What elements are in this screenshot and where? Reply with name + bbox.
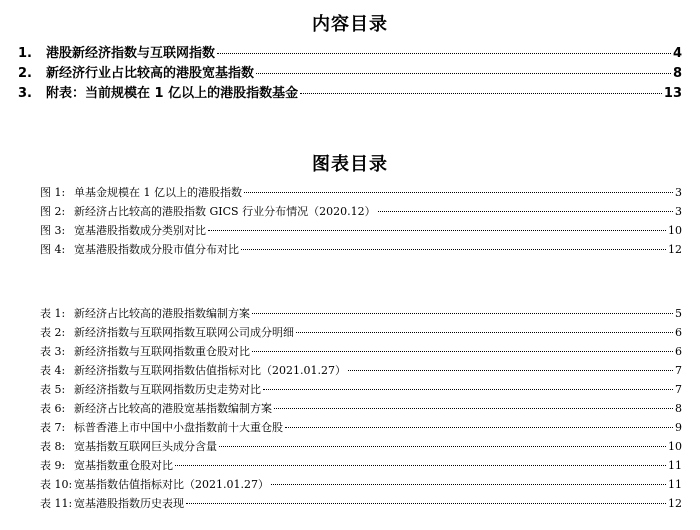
toc-entry-text: 新经济行业占比较高的港股宽基指数 — [46, 66, 255, 81]
figure-entry-page: 3 — [675, 205, 682, 218]
table-entry-prefix: 表 3: — [40, 345, 66, 358]
dot-leader — [208, 230, 666, 231]
table-entry-prefix: 表 9: — [40, 459, 66, 472]
figure-entry-text: 单基金规模在 1 亿以上的港股指数 — [74, 186, 242, 199]
figure-entry-prefix: 图 2: — [40, 205, 66, 218]
table-entry-text: 新经济指数与互联网指数重仓股对比 — [74, 345, 250, 358]
table-entry-text: 新经济占比较高的港股指数编制方案 — [74, 307, 250, 320]
table-entry-page: 11 — [668, 459, 682, 472]
dot-leader — [256, 73, 671, 74]
table-entry-page: 7 — [675, 383, 682, 396]
toc-entry[interactable] — [18, 42, 682, 61]
toc-entry-text: 港股新经济指数与互联网指数 — [46, 46, 216, 61]
table-entry-page: 7 — [675, 364, 682, 377]
figure-entry-page: 10 — [668, 224, 682, 237]
toc-entry-number: 3. — [18, 86, 32, 101]
table-entry-label — [40, 419, 283, 435]
figure-entry-label — [40, 203, 376, 219]
dot-leader — [252, 313, 673, 314]
figure-entry-prefix: 图 1: — [40, 186, 66, 199]
dot-leader — [241, 249, 666, 250]
toc-entry-number: 2. — [18, 66, 32, 81]
figure-entry-prefix: 图 4: — [40, 243, 66, 256]
toc-title: 内容目录 — [312, 14, 388, 35]
table-entry-prefix: 表 11: — [40, 497, 73, 510]
table-entry-text: 标普香港上市中国中小盘指数前十大重仓股 — [74, 421, 283, 434]
table-entry-text: 宽基指数互联网巨头成分含量 — [74, 440, 217, 453]
dot-leader — [300, 93, 662, 94]
table-entry-label — [40, 343, 250, 359]
table-entry-page: 9 — [675, 421, 682, 434]
table-entry-label — [40, 438, 217, 454]
dot-leader — [285, 427, 673, 428]
table-entry[interactable] — [40, 324, 682, 340]
dot-leader — [219, 446, 666, 447]
figure-table-list-title: 图表目录 — [312, 154, 388, 175]
table-entry-page: 10 — [668, 440, 682, 453]
table-entry-label — [40, 381, 261, 397]
toc-entry-page: 13 — [663, 86, 682, 101]
toc-entry-page: 8 — [672, 66, 682, 81]
dot-leader — [271, 484, 666, 485]
table-entry-prefix: 表 5: — [40, 383, 66, 396]
table-entry-page: 11 — [668, 478, 682, 491]
table-entry-page: 6 — [675, 326, 682, 339]
table-entry-label — [40, 324, 294, 340]
figure-entry[interactable] — [40, 241, 682, 257]
toc-entry-number: 1. — [18, 46, 32, 61]
figure-entry-text: 新经济占比较高的港股指数 GICS 行业分布情况（2020.12） — [74, 205, 376, 218]
table-entry[interactable] — [40, 457, 682, 473]
table-entry-text: 宽基指数重仓股对比 — [74, 459, 173, 472]
table-entry[interactable] — [40, 305, 682, 321]
dot-leader — [296, 332, 673, 333]
table-entry-label — [40, 476, 269, 492]
table-entry-text: 新经济占比较高的港股宽基指数编制方案 — [74, 402, 272, 415]
table-entry-text: 新经济指数与互联网指数历史走势对比 — [74, 383, 261, 396]
figure-entry-text: 宽基港股指数成分股市值分布对比 — [74, 243, 239, 256]
dot-leader — [217, 53, 671, 54]
table-entry-page: 5 — [675, 307, 682, 320]
table-entry-prefix: 表 1: — [40, 307, 66, 320]
table-entry[interactable] — [40, 476, 682, 492]
table-entry-label — [40, 362, 346, 378]
table-entry-prefix: 表 2: — [40, 326, 66, 339]
figure-entry[interactable] — [40, 203, 682, 219]
toc-entry-label — [18, 82, 298, 101]
figure-entry-page: 12 — [668, 243, 682, 256]
dot-leader — [186, 503, 666, 504]
table-entry[interactable] — [40, 419, 682, 435]
toc-entry[interactable] — [18, 62, 682, 81]
dot-leader — [263, 389, 673, 390]
figure-entry-prefix: 图 3: — [40, 224, 66, 237]
toc-entry-label — [18, 42, 215, 61]
dot-leader — [274, 408, 673, 409]
table-entry-prefix: 表 10: — [40, 478, 73, 491]
dot-leader — [252, 351, 673, 352]
table-entry-text: 新经济指数与互联网指数估值指标对比（2021.01.27） — [74, 364, 346, 377]
table-entry-label — [40, 457, 173, 473]
figure-entry-label — [40, 222, 206, 238]
figure-entry-text: 宽基港股指数成分类别对比 — [74, 224, 206, 237]
table-entry[interactable] — [40, 495, 682, 511]
toc-entry-page: 4 — [672, 46, 682, 61]
table-entry-text: 宽基指数估值指标对比（2021.01.27） — [74, 478, 269, 491]
toc-entry-text: 附表：当前规模在 1 亿以上的港股指数基金 — [46, 86, 299, 101]
table-entry-page: 8 — [675, 402, 682, 415]
dot-leader — [348, 370, 673, 371]
table-entry[interactable] — [40, 400, 682, 416]
toc-entry[interactable] — [18, 82, 682, 101]
figure-entry-label — [40, 241, 239, 257]
table-entry-prefix: 表 6: — [40, 402, 66, 415]
table-entry-label — [40, 400, 272, 416]
table-entry-prefix: 表 7: — [40, 421, 66, 434]
table-entry-text: 新经济指数与互联网指数互联网公司成分明细 — [74, 326, 294, 339]
table-entry-text: 宽基港股指数历史表现 — [74, 497, 184, 510]
dot-leader — [175, 465, 666, 466]
table-entry-prefix: 表 8: — [40, 440, 66, 453]
dot-leader — [378, 211, 673, 212]
table-entry-prefix: 表 4: — [40, 364, 66, 377]
figure-entry-label — [40, 184, 242, 200]
toc-entry-label — [18, 62, 254, 81]
table-entry[interactable] — [40, 438, 682, 454]
figure-entry-page: 3 — [675, 186, 682, 199]
figure-entry[interactable] — [40, 222, 682, 238]
dot-leader — [244, 192, 673, 193]
table-entry[interactable] — [40, 343, 682, 359]
table-entry-label — [40, 495, 184, 511]
table-entry[interactable] — [40, 362, 682, 378]
figure-entry[interactable] — [40, 184, 682, 200]
table-entry[interactable] — [40, 381, 682, 397]
table-entry-page: 12 — [668, 497, 682, 510]
table-entry-label — [40, 305, 250, 321]
table-entry-page: 6 — [675, 345, 682, 358]
